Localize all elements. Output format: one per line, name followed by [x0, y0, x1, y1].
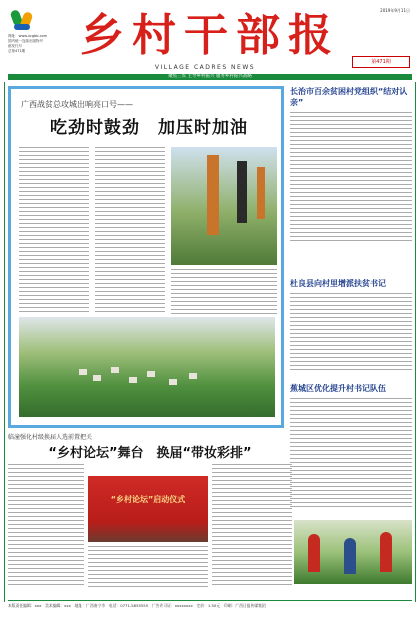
bottom-text-column [8, 464, 84, 588]
bottom-text-column [212, 464, 292, 588]
info-line: 邮发代号 [8, 44, 22, 48]
issue-badge: 第471期 [352, 56, 410, 68]
story-text [290, 398, 412, 508]
lead-text-column [19, 147, 89, 315]
lead-story[interactable] [8, 86, 284, 428]
lead-headline[interactable]: 吃劲时鼓劲 加压时加油 [50, 118, 248, 138]
story-text [290, 293, 412, 373]
right-story-headline[interactable]: 杜良县向村里增派扶贫书记 [290, 279, 386, 288]
page-border-right [415, 82, 416, 602]
info-line: 总第471期 [8, 49, 26, 53]
site-url: 网址：www.xcgbb.com [8, 34, 48, 38]
lead-photo-landscape [19, 317, 275, 417]
right-photo-villagers [294, 520, 412, 584]
bottom-text-column [88, 546, 208, 588]
lead-kicker: 广西战贫总攻城出响亮口号—— [21, 100, 133, 109]
page-border-left [4, 82, 5, 602]
masthead-title: 乡村干部报 [80, 10, 340, 61]
bottom-kicker: 临潼强化村级换届人选前置把关 [8, 434, 93, 441]
site-info [8, 34, 68, 54]
page-footer: 本版责任编辑：xxx 美术编辑：xxx 地址：广西南宁市 电话：0771-5855555 广告许可证：xxxxxxxx 定价：1.50元 印刷：广西日报传媒集团 [8, 600, 412, 611]
bottom-photo-stage [88, 476, 208, 542]
slogan-banner: 聚焦三农 主导乡村振兴 服务乡村振兴战略 [8, 74, 412, 80]
photo-banner-text: “乡村论坛”启动仪式 [110, 495, 186, 504]
masthead [0, 0, 420, 80]
right-story-headline[interactable]: 长治市百余贫困村党组织“结对认亲” [290, 87, 408, 107]
lead-text-column [95, 147, 165, 315]
logo-icon [10, 8, 34, 32]
story-text [290, 112, 412, 242]
right-column [290, 86, 412, 508]
issue-date: 2019年9月11日 [380, 8, 410, 13]
right-story-headline[interactable]: 蕉城区优化提升村书记队伍 [290, 384, 386, 393]
lead-photo-top [171, 147, 277, 265]
masthead-subtitle-en: VILLAGE CADRES NEWS [154, 64, 256, 71]
lead-text-column [171, 269, 277, 315]
bottom-story[interactable] [8, 432, 292, 592]
info-line: 国内统一连续出版物号 [8, 39, 43, 43]
bottom-headline[interactable]: “乡村论坛”舞台 换届“带妆彩排” [48, 446, 252, 461]
